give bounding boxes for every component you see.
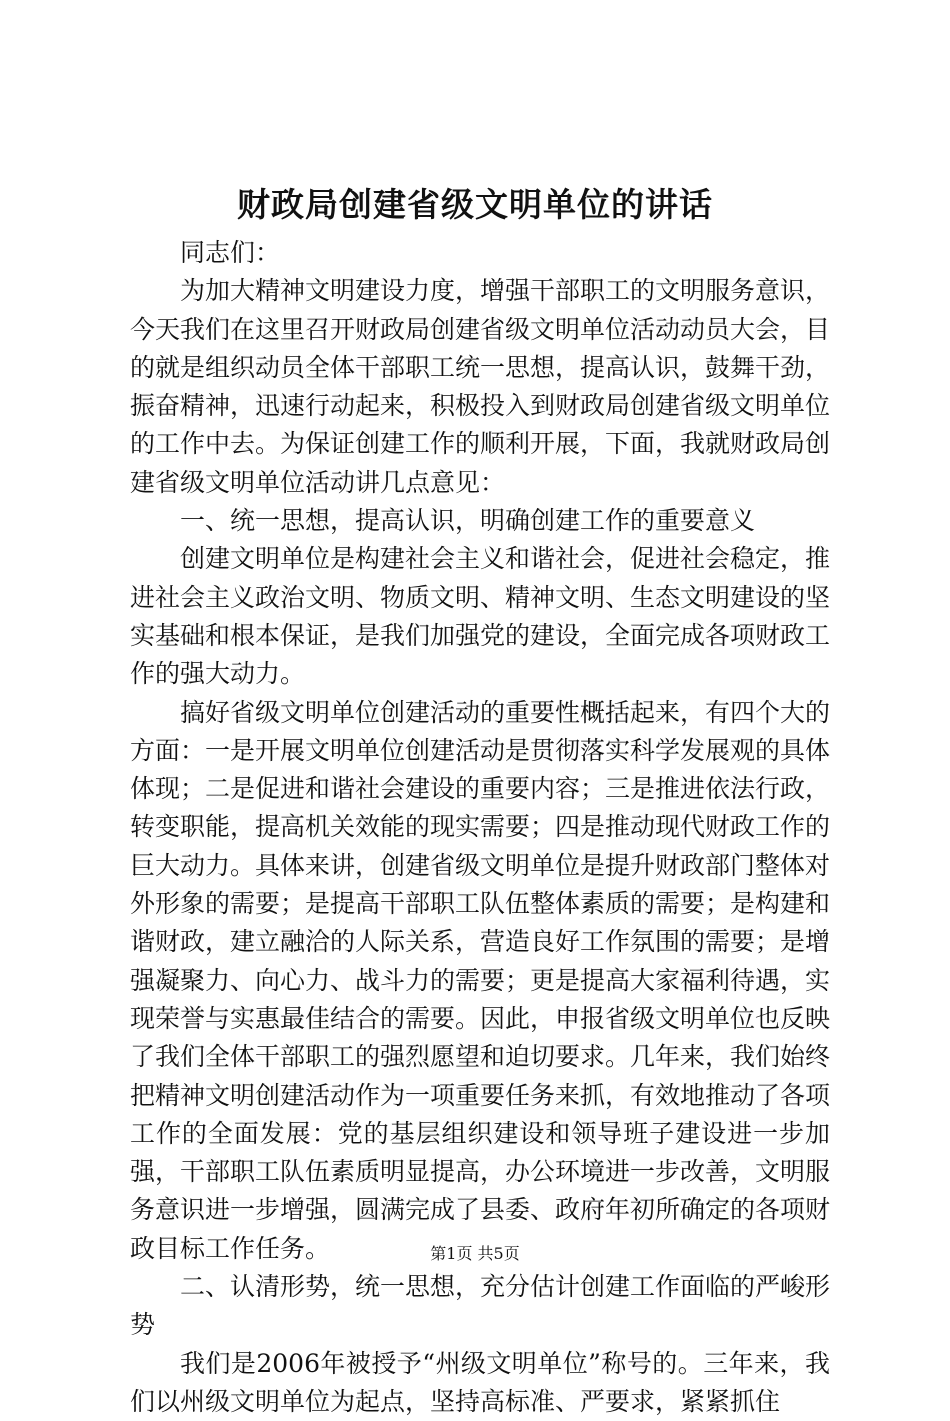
- salutation: 同志们：: [180, 238, 281, 267]
- paragraph: 我们是2006年被授予“州级文明单位”称号的。三年来，我们以州级文明单位为起点，坚持高标准、严要求，紧紧抓住: [130, 1348, 830, 1416]
- paragraph: 搞好省级文明单位创建活动的重要性概括起来，有四个大的方面：一是开展文明单位创建活动是贯彻落实科学发展观的具体体现；二是促进和谐社会建设的重要内容；三是推进依法行政，转变职能，提高机关效能的现实需要；四是推动现代财政工作的巨大动力。具体来讲，创建省级文明单位是提升财政部门整体对外形象的需要；是提高干部职工队伍整体素质的需要；是构建和谐财政，建立融洽的人际关系，营造良好工作氛围的需要；是增强凝聚力、向心力、战斗力的需要；更是提高大家福利待遇，实现荣誉与实惠最佳结合的需要。因此，申报省级文明单位也反映了我们全体干部职工的强烈愿望和迫切要求。几年来，我们始终把精神文明创建活动作为一项重要任务来抓，有效地推动了各项工作的全面发展：党的基层组织建设和领导班子建设进一步加强，干部职工队伍素质明显提高，办公环境进一步改善，文明服务意识进一步增强，圆满完成了县委、政府年初所确定的各项财政目标工作任务。: [130, 697, 831, 1263]
- document-body: [130, 234, 830, 1421]
- page-number-footer: 第1页 共5页: [430, 1244, 520, 1263]
- paragraph-intro: 为加大精神文明建设力度，增强干部职工的文明服务意识，今天我们在这里召开财政局创建省级文明单位活动动员大会，目的就是组织动员全体干部职工统一思想，提高认识，鼓舞干劲，振奋精神，迅速行动起来，积极投入到财政局创建省级文明单位的工作中去。为保证创建工作的顺利开展，下面，我就财政局创建省级文明单位活动讲几点意见：: [130, 276, 831, 497]
- document-title: 财政局创建省级文明单位的讲话: [237, 185, 713, 224]
- paragraph: 创建文明单位是构建社会主义和谐社会，促进社会稳定，推进社会主义政治文明、物质文明、精神文明、生态文明建设的坚实基础和根本保证，是我们加强党的建设，全面完成各项财政工作的强大动力。: [130, 544, 831, 689]
- section-heading-2: 二、认清形势，统一思想，充分估计创建工作面临的严峻形势: [130, 1272, 831, 1340]
- section-heading-1: 一、统一思想，提高认识，明确创建工作的重要意义: [180, 506, 756, 536]
